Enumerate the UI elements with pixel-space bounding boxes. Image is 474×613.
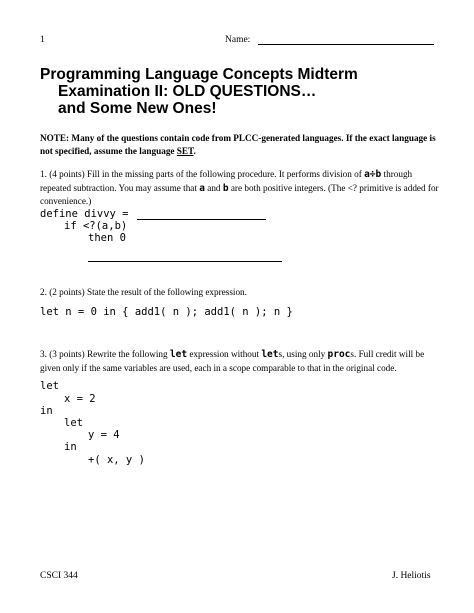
q1-and: and — [204, 182, 223, 193]
q3-t4: s. Full credit will be given only if the same variables are used, each in a scope comparable to that in the original code. — [40, 349, 425, 373]
question-1-text — [40, 168, 440, 208]
q3-code-line-6: in — [64, 441, 77, 453]
q3-code-line-3: in — [40, 405, 53, 417]
q3-keyword-lets: let — [261, 349, 279, 360]
q1-code-line-2: if <?(a,b) — [64, 220, 128, 232]
q1-code-line-1: define divvy = — [40, 208, 129, 220]
q3-t3: s, using only — [278, 349, 328, 359]
q1-code-line-3: then 0 — [88, 232, 126, 244]
q3-keyword-proc: proc — [327, 349, 351, 360]
q3-code-line-2: x = 2 — [64, 393, 96, 405]
q3-code-line-5: y = 4 — [88, 429, 120, 441]
note-text: NOTE: Many of the questions contain code from PLCC-generated languages. If the exact language is not specified, assume the language — [40, 133, 436, 156]
q3-code-line-7: +( x, y ) — [88, 454, 145, 466]
name-blank-line — [258, 44, 434, 45]
note-end: . — [193, 145, 196, 156]
q1-var-b: b — [222, 182, 229, 194]
exam-title-line-3: and Some New Ones! — [58, 100, 217, 117]
q3-t1: 3. (3 points) Rewrite the following — [40, 349, 170, 359]
q3-code-line-1: let — [40, 380, 59, 392]
question-2-text: 2. (2 points) State the result of the following expression. — [40, 287, 247, 297]
q1-tail: are both positive integers. (The <? primitive is added for convenience.) — [40, 182, 439, 206]
q1-mid: through repeated subtraction. You may assume that — [40, 169, 413, 193]
q1-answer-blank-1[interactable] — [137, 219, 266, 220]
exam-title-line-1: Programming Language Concepts Midterm — [40, 66, 358, 83]
footer-course: CSCI 344 — [40, 571, 78, 581]
note-language: SET — [176, 145, 194, 156]
note-paragraph — [40, 132, 440, 157]
q1-expr: a÷b — [364, 169, 382, 180]
exam-title-line-2: Examination II: OLD QUESTIONS… — [58, 83, 317, 100]
q3-keyword-let: let — [169, 349, 188, 360]
page-number: 1 — [40, 35, 45, 45]
q3-t2: expression without — [187, 349, 262, 359]
question-3-text — [40, 348, 440, 374]
footer-author: J. Heliotis — [392, 571, 431, 581]
q1-intro: 1. (4 points) Fill in the missing parts of the following procedure. It performs division of — [40, 169, 365, 179]
q2-code: let n = 0 in { add1( n ); add1( n ); n } — [40, 306, 293, 318]
q3-code-line-4: let — [64, 417, 83, 429]
name-label: Name: — [225, 35, 251, 45]
q1-var-a: a — [199, 182, 205, 194]
q1-answer-blank-2[interactable] — [88, 261, 282, 262]
